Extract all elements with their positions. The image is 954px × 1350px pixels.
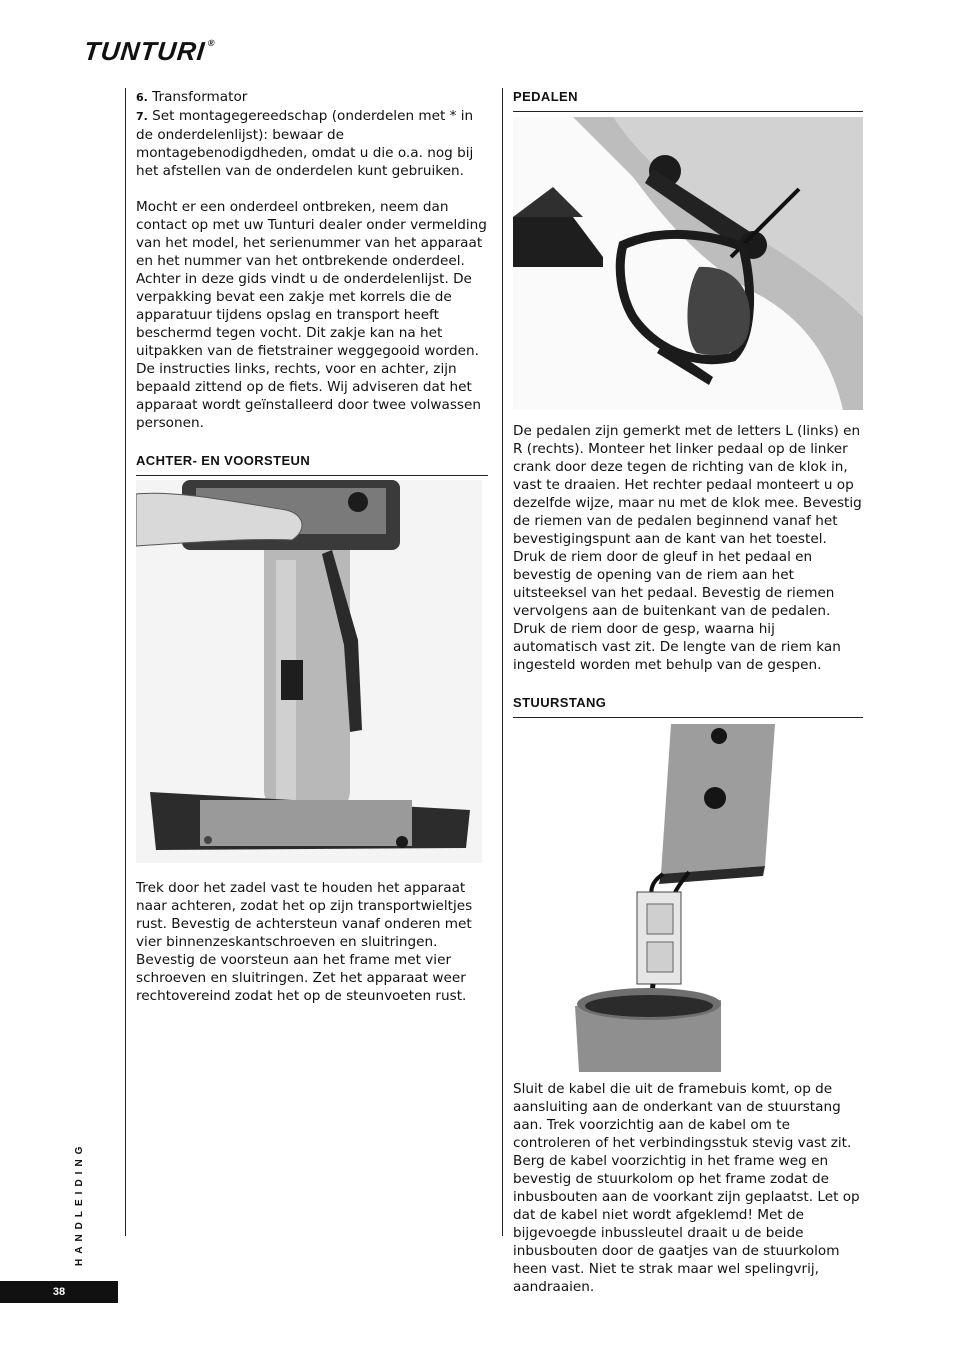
list-item-6: 6. Transformator bbox=[136, 89, 248, 105]
section-heading-handlebar: STUURSTANG bbox=[513, 694, 863, 718]
pedals-paragraph: De pedalen zijn gemerkt met de letters L (links) en R (rechts). Monteer het linker pedaal op de linker crank door deze tegen de richting van de klok in, vast te draaien. Het rechter pedaal monteert u op dezelfde wijze, maar nu met de klok mee. Bevestig de riemen van de pedalen beginnend vanaf het bevestigingspunt aan de kant van het toestel. Druk de riem door de gleuf in het pedaal en bevestig de opening van de riem aan het uitsteeksel van het pedaal. Bevestig de riemen vervolgens aan de buitenkant van de pedalen. Druk de riem door de gesp, waarna hij automatisch vast zit. De lengte van de riem kan ingesteld worden met behulp van de gespen. bbox=[513, 423, 862, 673]
pedal-photo bbox=[513, 117, 863, 410]
handlebar-photo bbox=[513, 724, 863, 1072]
page-number: 38 bbox=[0, 1281, 118, 1303]
brand-logo: TUNTURI® bbox=[82, 36, 217, 66]
handlebar-paragraph: Sluit de kabel die uit de framebuis komt, op de aansluiting aan de onderkant van de stuurstang aan. Trek voorzichtig aan de kabel om te controleren of het verbindingsstuk stevig vast zit. Berg de kabel voorzichtig in het frame weg en bevestig de stuurkolom op het frame zodat de inbusbouten aan de voorkant zijn geplaatst. Let op dat de kabel niet wordt afgeklemd! Met de bijgevoegde inbussleutel draait u de beide inbusbouten door de gaatjes van de stuurkolom heen vast. Niet te strak maar wel spelingvrij, aandraaien. bbox=[513, 1081, 860, 1295]
center-column-rule bbox=[502, 88, 503, 1236]
left-column bbox=[136, 88, 488, 1005]
left-column-rule bbox=[125, 88, 126, 1236]
side-label: HANDLEIDING bbox=[74, 1141, 85, 1266]
supports-photo bbox=[136, 480, 482, 863]
supports-paragraph: Trek door het zadel vast te houden het apparaat naar achteren, zodat het op zijn transportwieltjes rust. Bevestig de achtersteun vanaf onderen met vier binnenzeskantschroeven en sluitringen. Bevestig de voorsteun aan het frame met vier schroeven en sluitringen. Zet het apparaat weer rechtovereind zodat het op de steunvoeten rust. bbox=[136, 880, 473, 1004]
intro-paragraph: Mocht er een onderdeel ontbreken, neem dan contact op met uw Tunturi dealer onder vermelding van het model, het serienummer van het apparaat en het nummer van het ontbrekende onderdeel. Achter in deze gids vindt u de onderdelenlijst. De verpakking bevat een zakje met korrels die de apparatuur tijdens opslag en transport heeft beschermd tegen vocht. Dit zakje kan na het uitpakken van de fietstrainer weggegooid worden. De instructies links, rechts, voor en achter, zijn bepaald zittend op de fiets. Wij adviseren dat het apparaat wordt geïnstalleerd door twee volwassen personen. bbox=[136, 199, 487, 431]
list-item-7: 7. Set montagegereedschap (onderdelen met * in de onderdelenlijst): bewaar de montagebenodigdheden, omdat u die o.a. nog bij het afstellen van de onderdelen kunt gebruiken. bbox=[136, 108, 474, 179]
section-heading-supports: ACHTER- EN VOORSTEUN bbox=[136, 452, 488, 476]
section-heading-pedals: PEDALEN bbox=[513, 88, 863, 112]
right-column bbox=[513, 88, 863, 1296]
